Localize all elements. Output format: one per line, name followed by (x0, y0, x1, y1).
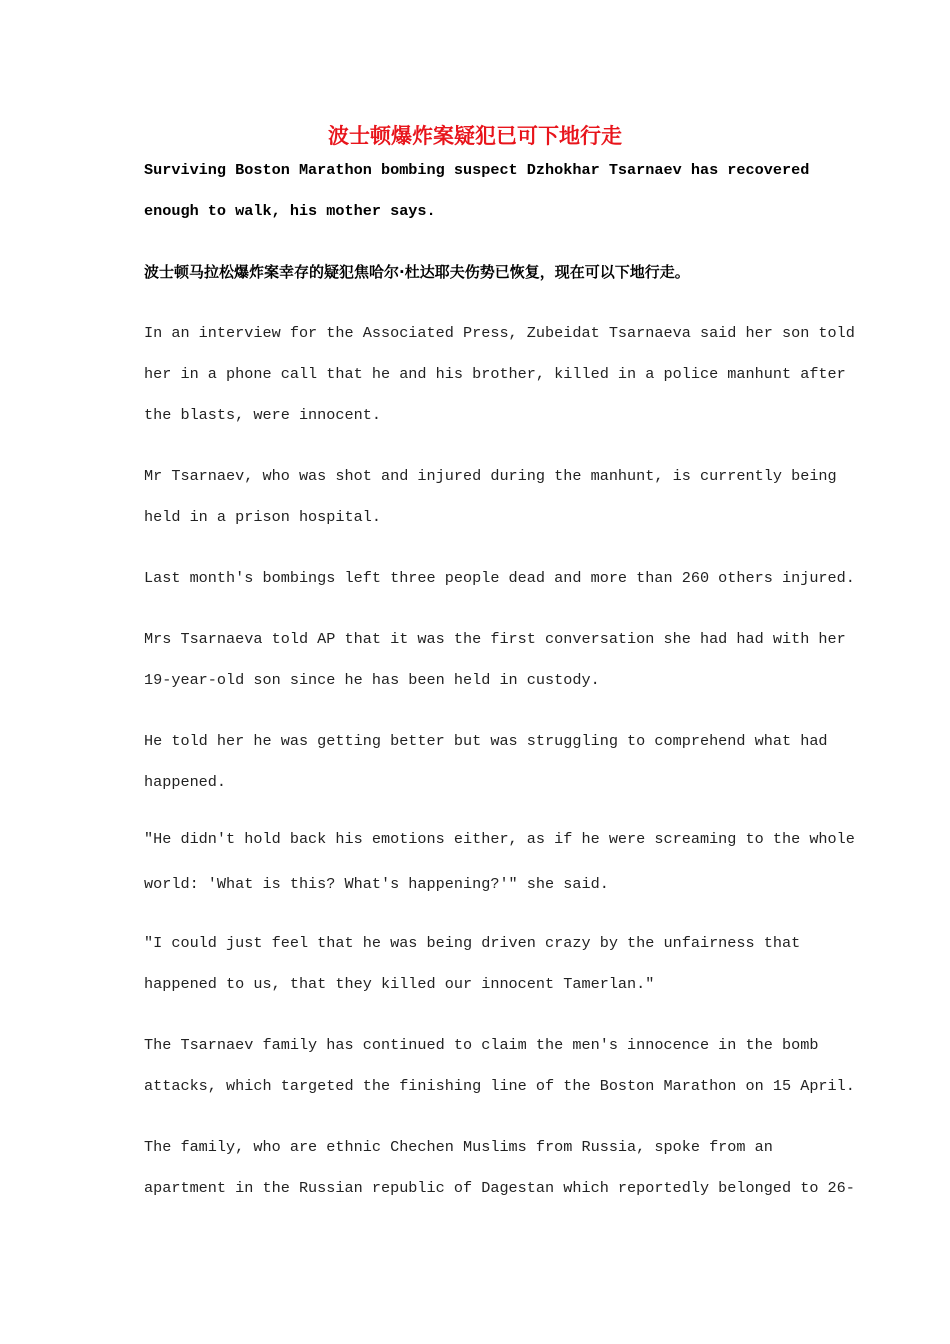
lead-line: enough to walk, his mother says. (144, 202, 436, 220)
paragraph (144, 1127, 855, 1209)
paragraph-line: the blasts, were innocent. (144, 406, 381, 424)
paragraph-line: Mr Tsarnaev, who was shot and injured during the manhunt, is currently being (144, 467, 837, 485)
lead-line: Surviving Boston Marathon bombing suspect Dzhokhar Tsarnaev has recovered (144, 161, 810, 179)
chinese-summary: 波士顿马拉松爆炸案幸存的疑犯焦哈尔·杜达耶夫伤势已恢复，现在可以下地行走。 (144, 263, 690, 281)
paragraph-line: The family, who are ethnic Chechen Muslims from Russia, spoke from an (144, 1138, 773, 1156)
paragraph-line: In an interview for the Associated Press, Zubeidat Tsarnaeva said her son told (144, 324, 855, 342)
paragraph-line: apartment in the Russian republic of Dagestan which reportedly belonged to 26- (144, 1179, 855, 1197)
paragraph-line: happened. (144, 773, 227, 791)
paragraph-line: held in a prison hospital. (144, 508, 381, 526)
article-title: 波士顿爆炸案疑犯已可下地行走 (328, 124, 622, 148)
paragraph-line: attacks, which targeted the finishing line of the Boston Marathon on 15 April. (144, 1077, 855, 1095)
paragraph (144, 923, 816, 1005)
paragraph (144, 721, 828, 803)
paragraph-line: "I could just feel that he was being driven crazy by the unfairness that (144, 934, 801, 952)
paragraph-line: world: 'What is this? What's happening?'" she said. (144, 875, 609, 893)
paragraph-line: Mrs Tsarnaeva told AP that it was the first conversation she had had with her (144, 630, 846, 648)
lead-paragraph (144, 150, 816, 232)
paragraph-line: her in a phone call that he and his brother, killed in a police manhunt after (144, 365, 846, 383)
paragraph-line: He told her he was getting better but was struggling to comprehend what had (144, 732, 828, 750)
paragraph (144, 313, 855, 436)
paragraph-line: Last month's bombings left three people dead and more than 260 others injured. (144, 569, 855, 587)
paragraph (144, 558, 855, 599)
paragraph (144, 456, 837, 538)
paragraph-line: "He didn't hold back his emotions either, as if he were screaming to the whole (144, 830, 855, 848)
paragraph-line: The Tsarnaev family has continued to claim the men's innocence in the bomb (144, 1036, 819, 1054)
paragraph (144, 619, 846, 701)
paragraph-line: happened to us, that they killed our innocent Tamerlan." (144, 975, 655, 993)
paragraph-line: 19-year-old son since he has been held in custody. (144, 671, 600, 689)
article-body (144, 150, 855, 1209)
paragraph (144, 817, 855, 907)
paragraph (144, 1025, 855, 1107)
